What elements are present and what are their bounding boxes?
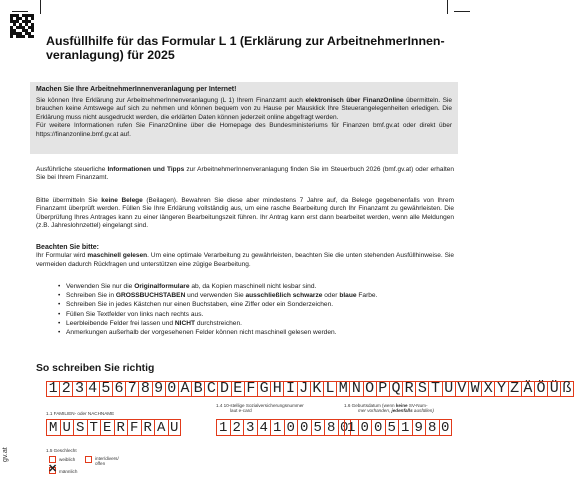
char-box: 0 xyxy=(297,419,311,436)
side-url-text: gv.at xyxy=(2,447,9,462)
char-box: R xyxy=(141,419,155,436)
char-box: I xyxy=(283,381,296,397)
info-emphasis: elektronisch über FinanzOnline xyxy=(305,97,404,104)
info-box-heading: Machen Sie Ihre ArbeitnehmerInnenveranlagung per Internet! xyxy=(36,86,237,93)
checked-x-mark: ✕ xyxy=(48,463,58,475)
body-text: zur ArbeitnehmerInnenveranlagung finden Sie im Steuerbuch 2026 (bmf.gv.at) oder erhalten Sie bei Ihrem Finanzamt. xyxy=(36,166,454,182)
char-box: 9 xyxy=(412,419,426,436)
char-box: 1 xyxy=(398,419,412,436)
field-1-5-label: 1.5 Geschlecht xyxy=(46,448,77,453)
option-label: inter/divers/ offen xyxy=(95,456,119,467)
char-box: 2 xyxy=(230,419,244,436)
char-box: X xyxy=(481,381,494,397)
char-box: 0 xyxy=(371,419,385,436)
char-box: 3 xyxy=(243,419,257,436)
body-text: (Beilagen). Bewahren Sie diese aber mindestens 7 Jahre auf, da Belege gegebenenfalls von Ihrem Finanzamt überprüft werden. Füllen Sie Ihre Erklärung vollständig aus, um eine rasche Bearbeitung durch Ihr Finanzamt zu gewährleisten. Die Überprüfung Ihres Antrages kann zu einer längeren Bearbeitungszeit führen. Ihr Antrag kann erst dann bearbeitet werden, wenn alle Meldungen (z.B. Jahreslohnzettel) eingelangt sind. xyxy=(36,197,454,230)
char-box: B xyxy=(191,381,204,397)
page-title xyxy=(46,34,456,62)
char-box: K xyxy=(310,381,323,397)
char-box: N xyxy=(349,381,362,397)
char-box: 9 xyxy=(152,381,165,397)
option-label: weiblich xyxy=(59,457,76,462)
list-item: • Verwenden Sie nur die Originalformulare ab, da Kopien maschinell nicht lesbar sind. xyxy=(58,282,448,291)
note-section xyxy=(36,244,454,269)
char-box: C xyxy=(204,381,217,397)
list-item: • Schreiben Sie in jedes Kästchen nur einen Buchstaben, eine Ziffer oder ein Sonderzeichen. xyxy=(58,300,448,309)
char-box: 6 xyxy=(112,381,125,397)
field-1-1-label: 1.1 FAMILIEN- oder NACHNAME xyxy=(46,411,115,416)
char-box: F xyxy=(244,381,257,397)
char-box: U xyxy=(442,381,455,397)
char-box: U xyxy=(168,419,182,436)
char-box: 7 xyxy=(125,381,138,397)
crop-mark xyxy=(40,0,41,14)
char-box: Y xyxy=(494,381,507,397)
example-heading: So schreiben Sie richtig xyxy=(36,363,155,374)
title-line-2: veranlagung) für 2025 xyxy=(46,48,175,62)
field-1-6-label: 1.6 Geburtsdatum (wenn keine SV-Num- mer vorhanden, jedenfalls ausfüllen) xyxy=(344,403,434,414)
char-box: O xyxy=(363,381,376,397)
body-text: Ihr Formular wird xyxy=(36,252,88,260)
char-box: 4 xyxy=(257,419,271,436)
char-box: M xyxy=(336,381,349,397)
field-1-4-label xyxy=(216,403,304,414)
char-box: ß xyxy=(560,381,573,397)
crop-mark xyxy=(454,11,470,12)
checkbox-inter-divers[interactable] xyxy=(85,456,92,463)
fill-instructions-list xyxy=(58,282,448,337)
char-box: 4 xyxy=(86,381,99,397)
char-box: P xyxy=(376,381,389,397)
info-text: übermitteln. Sie brauchen keine Amtswege auf sich zu nehmen und können bequem von zu Hause per Mausklick Ihre Steuerangelegenheiten erledigen. Die Erklärung muss nicht ausgedruckt werden, die erklärten Daten können jederzeit online abgefragt werden. xyxy=(36,97,453,121)
receipts-paragraph xyxy=(36,197,454,231)
char-box: 1 xyxy=(344,419,358,436)
char-box: F xyxy=(127,419,141,436)
info-box-paragraph xyxy=(36,97,452,122)
char-box: Ö xyxy=(534,381,547,397)
body-emphasis: Informationen und Tipps xyxy=(107,166,185,173)
character-sample-row xyxy=(46,381,574,397)
body-text: Ausführliche steuerliche xyxy=(36,166,108,173)
char-box: D xyxy=(217,381,230,397)
info-box-paragraph: Für weitere Informationen rufen Sie FinanzOnline über die Homepage des Bundesministeriums für Finanzen bmf.gv.at oder direkt über https://finanzonline.bmf.gv.at auf. xyxy=(36,122,452,138)
char-box: L xyxy=(323,381,336,397)
char-box: 0 xyxy=(358,419,372,436)
crop-mark xyxy=(447,0,448,14)
field-1-4-label-line: 1.4 10-stellige Sozialversicherungsnummer xyxy=(216,403,304,408)
char-box: 5 xyxy=(311,419,325,436)
char-box: 0 xyxy=(439,419,453,436)
char-box: 3 xyxy=(72,381,85,397)
char-box: 2 xyxy=(59,381,72,397)
list-item: • Füllen Sie Textfelder von links nach rechts aus. xyxy=(58,310,448,319)
intro-paragraph xyxy=(36,166,454,183)
char-box: 1 xyxy=(270,419,284,436)
char-box: Q xyxy=(389,381,402,397)
body-text: Bitte übermitteln Sie xyxy=(36,197,102,204)
char-box: G xyxy=(257,381,270,397)
char-box: 1 xyxy=(46,381,59,397)
note-heading: Beachten Sie bitte: xyxy=(36,244,100,251)
title-line-1: Ausfüllhilfe für das Formular L 1 (Erklärung zur ArbeitnehmerInnen- xyxy=(46,34,445,48)
field-1-6-birthdate-boxes[interactable] xyxy=(344,419,452,436)
char-box: A xyxy=(178,381,191,397)
char-box: W xyxy=(468,381,481,397)
crop-mark xyxy=(12,11,28,12)
field-1-4-svnr-boxes[interactable] xyxy=(216,419,351,436)
char-box: E xyxy=(100,419,114,436)
char-box: 5 xyxy=(385,419,399,436)
body-emphasis: maschinell gelesen xyxy=(87,252,148,260)
char-box: T xyxy=(428,381,441,397)
char-box: 0 xyxy=(338,419,352,436)
char-box: A xyxy=(154,419,168,436)
char-box: M xyxy=(46,419,60,436)
char-box: J xyxy=(297,381,310,397)
char-box: S xyxy=(415,381,428,397)
char-box: R xyxy=(402,381,415,397)
char-box: 8 xyxy=(138,381,151,397)
char-box: U xyxy=(60,419,74,436)
char-box: S xyxy=(73,419,87,436)
char-box: Ä xyxy=(521,381,534,397)
list-item: • Leerbleibende Felder frei lassen und NICHT durchstreichen. xyxy=(58,319,448,328)
field-1-1-name-boxes[interactable] xyxy=(46,419,181,436)
char-box: 8 xyxy=(425,419,439,436)
list-item: • Anmerkungen außerhalb der vorgesehenen Felder können nicht maschinell gelesen werden. xyxy=(58,328,448,337)
char-box: 8 xyxy=(324,419,338,436)
char-box: 5 xyxy=(99,381,112,397)
char-box: 0 xyxy=(284,419,298,436)
char-box: 1 xyxy=(216,419,230,436)
info-text: Sie können Ihre Erklärung zur ArbeitnehmerInnenveranlagung (L 1) Ihrem Finanzamt auch xyxy=(36,97,306,104)
body-text: . Um eine optimale Verarbeitung zu gewährleisten, beachten Sie die unten stehenden Ausfüllhinweise. Sie vermeiden dadurch Rückfragen und unterstützen eine zügige Bearbeitung. xyxy=(36,252,454,268)
char-box: 0 xyxy=(165,381,178,397)
char-box: T xyxy=(87,419,101,436)
char-box: Ü xyxy=(547,381,560,397)
body-emphasis: keine Belege xyxy=(101,197,143,204)
list-item: • Schreiben Sie in GROSSBUCHSTABEN und verwenden Sie ausschließlich schwarze oder blaue Farbe. xyxy=(58,291,448,300)
option-label: männlich xyxy=(59,469,78,474)
qr-code xyxy=(10,14,34,38)
checkbox-weiblich[interactable] xyxy=(49,456,56,463)
finanzonline-info-box xyxy=(30,82,458,154)
char-box: H xyxy=(270,381,283,397)
char-box: Z xyxy=(508,381,521,397)
field-1-4-label-line: laut e-card xyxy=(230,408,252,414)
char-box: V xyxy=(455,381,468,397)
char-box: E xyxy=(231,381,244,397)
char-box: R xyxy=(114,419,128,436)
